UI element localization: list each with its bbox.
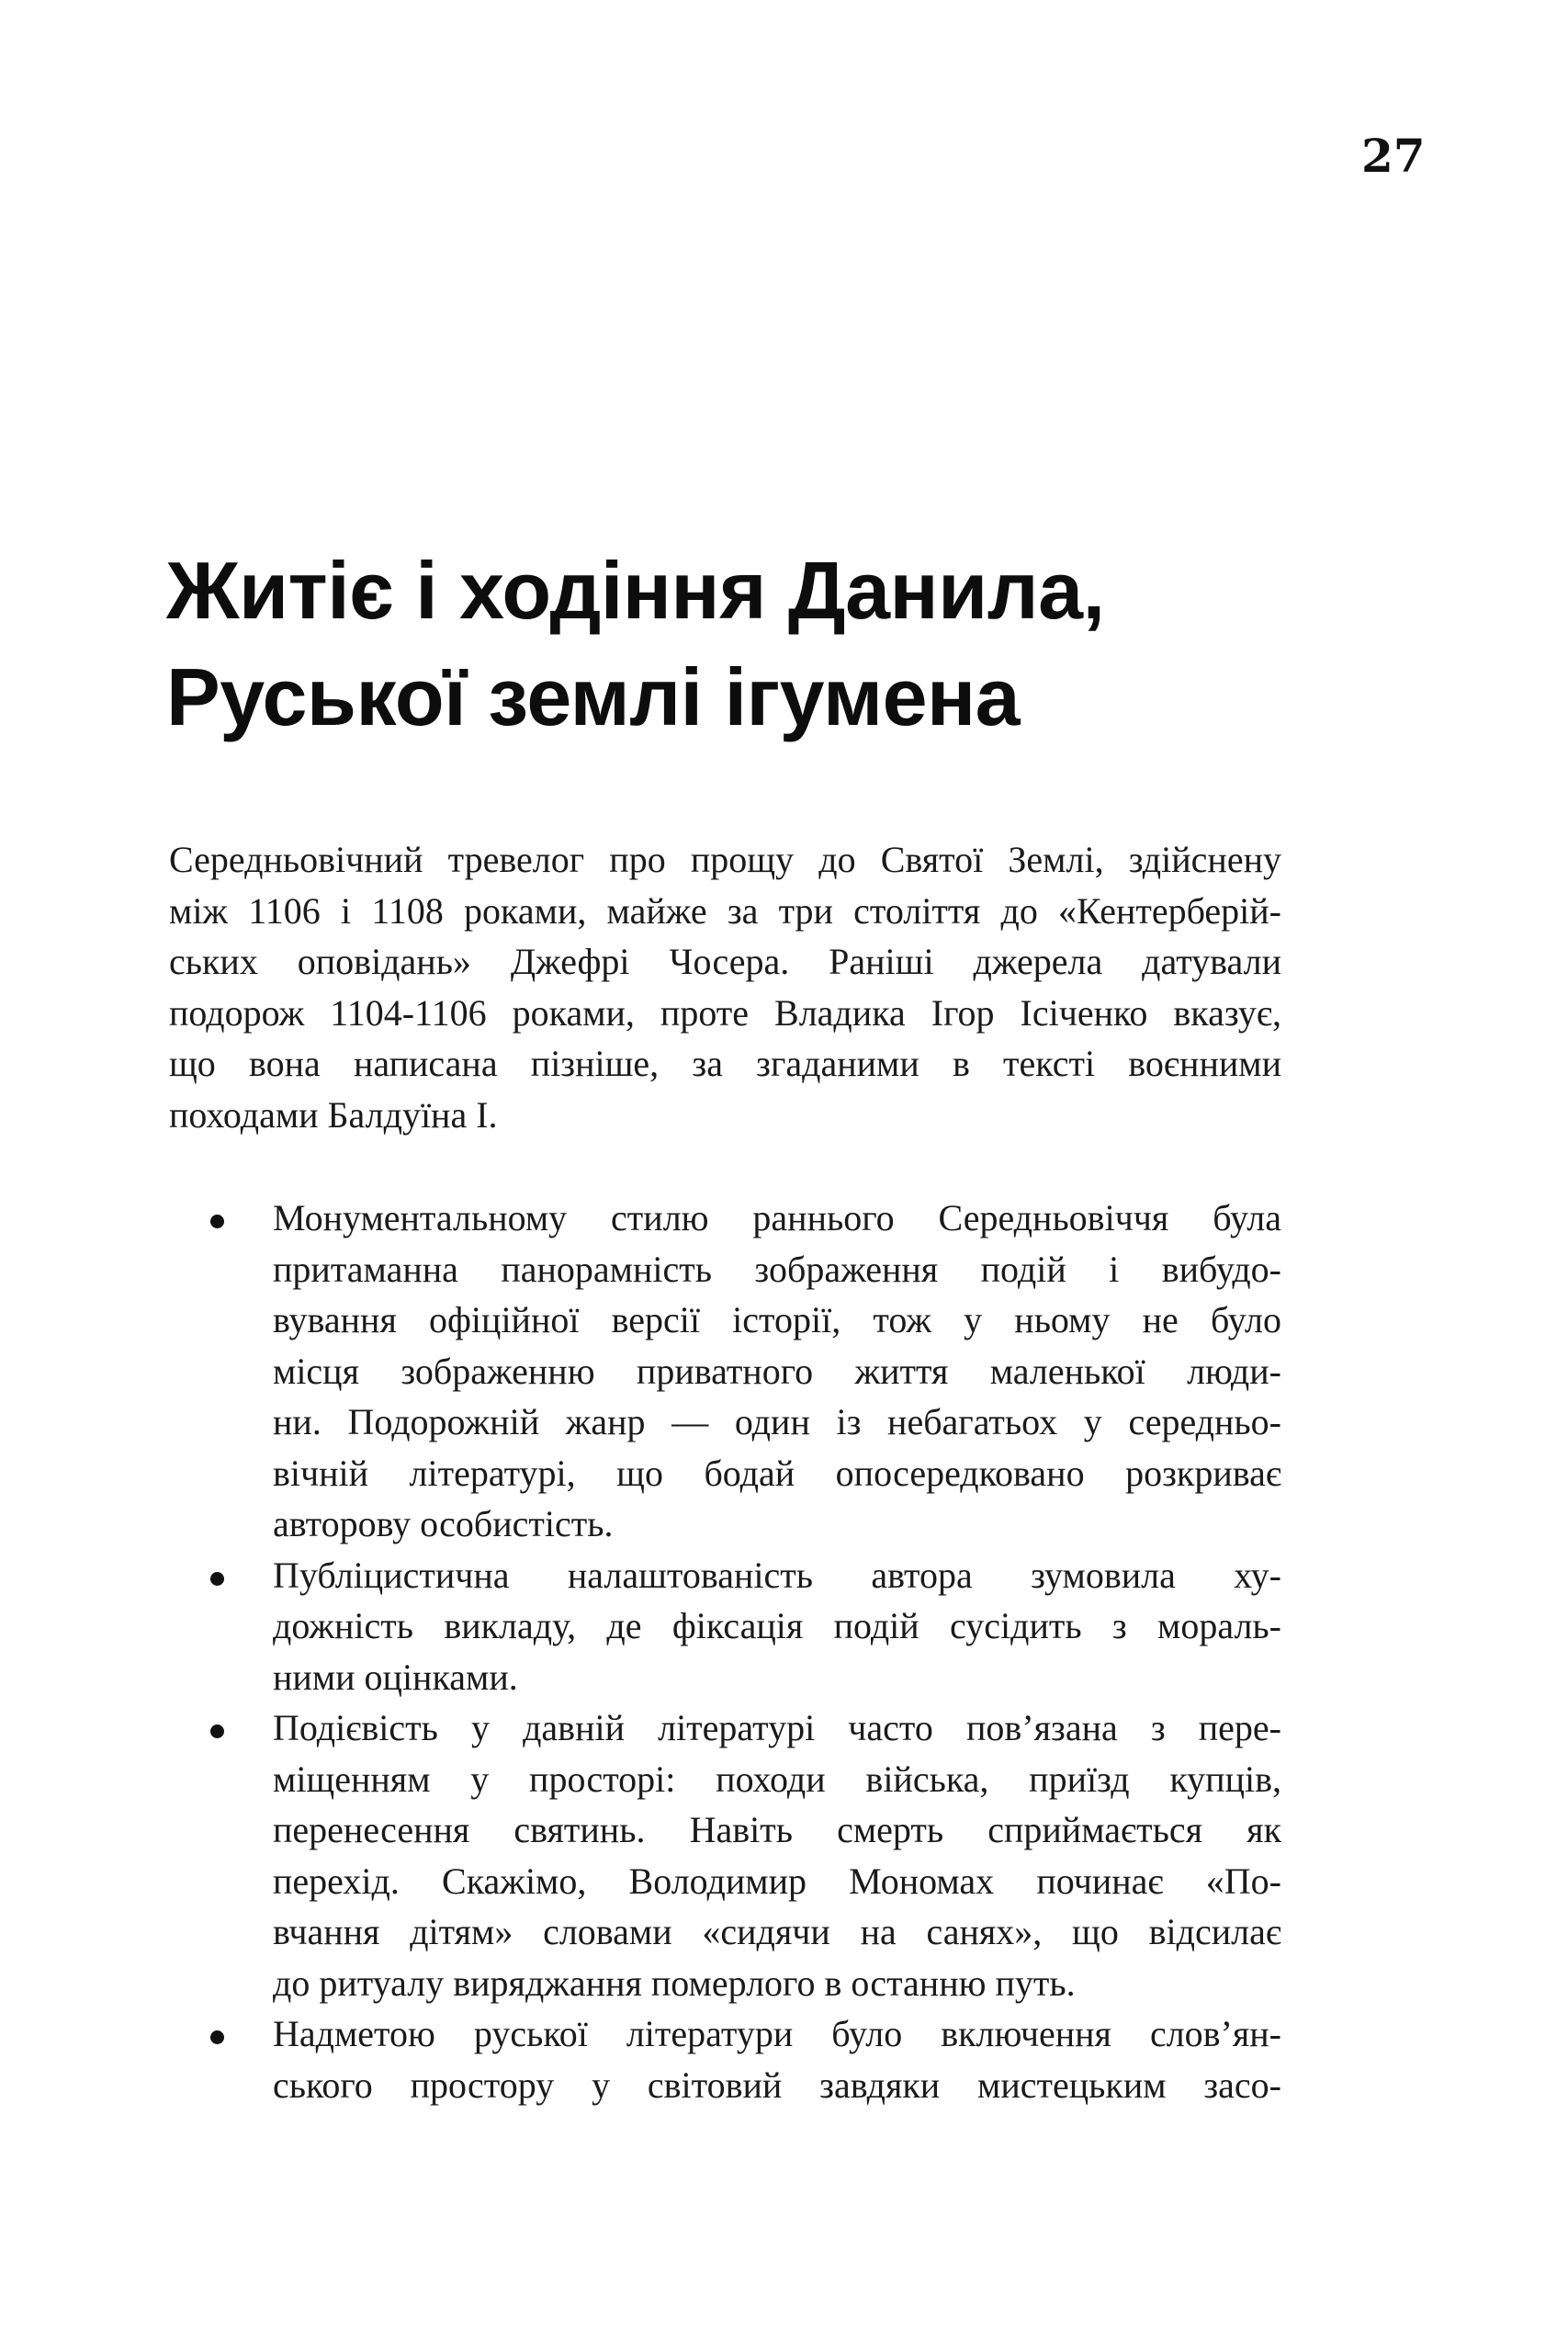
bullet-item bbox=[169, 1702, 1281, 2008]
text-line: Середньовічний тревелог про прощу до Святої Землі, здійснену bbox=[169, 839, 1281, 880]
text-line: авторову особистість. bbox=[273, 1503, 614, 1544]
text-line: Подієвість у давній літературі часто пов’язана з пере- bbox=[273, 1707, 1281, 1748]
text-line: Монументальному стилю раннього Середньовіччя була bbox=[273, 1197, 1281, 1238]
chapter-title-line: Житіє і ходіння Данила, bbox=[166, 545, 1105, 636]
bullet-list bbox=[169, 1193, 1281, 2110]
text-line: перехід. Скажімо, Володимир Мономах починає «По- bbox=[273, 1860, 1281, 1902]
bullet-dot-icon bbox=[210, 1215, 224, 1228]
text-line: ни. Подорожній жанр — один із небагатьох у середньо- bbox=[273, 1401, 1281, 1442]
text-line: ського простору у світовий завдяки мистецьким засо- bbox=[273, 2064, 1281, 2106]
bullet-dot-icon bbox=[210, 1572, 224, 1586]
text-line: ними оцінками. bbox=[273, 1656, 518, 1698]
text-line: до ритуалу виряджання померлого в останню путь. bbox=[273, 1962, 1076, 2004]
intro-paragraph bbox=[169, 834, 1281, 1140]
bullet-item bbox=[169, 2008, 1281, 2110]
bullet-item bbox=[169, 1193, 1281, 1550]
text-line: між 1106 і 1108 роками, майже за три століття до «Кентерберій- bbox=[169, 889, 1281, 932]
text-line: дожність викладу, де фіксація подій сусідить з мораль- bbox=[273, 1605, 1281, 1646]
chapter-title-line: Руської землі ігумена bbox=[166, 651, 1021, 742]
text-line: вічній літературі, що бодай опосередковано розкриває bbox=[273, 1452, 1281, 1494]
text-line: міщенням у просторі: походи війська, приїзд купців, bbox=[273, 1758, 1281, 1800]
text-line: Публіцистична налаштованість автора зумовила ху- bbox=[273, 1554, 1281, 1596]
text-line: вування офіційної версії історії, тож у ньому не було bbox=[273, 1299, 1281, 1340]
text-line: Надметою руської літератури було включення слов’ян- bbox=[273, 2013, 1281, 2054]
chapter-title bbox=[166, 537, 1406, 751]
text-line: що вона написана пізніше, за згаданими в тексті воєнними bbox=[169, 1043, 1281, 1084]
bullet-dot-icon bbox=[210, 2030, 224, 2044]
text-line: місця зображенню приватного життя маленької люди- bbox=[273, 1350, 1281, 1392]
text-line: походами Балдуїна І. bbox=[169, 1093, 498, 1136]
text-line: ських оповідань» Джефрі Чосера. Раніші джерела датували bbox=[169, 941, 1281, 982]
bullet-dot-icon bbox=[210, 1724, 224, 1738]
text-line: перенесення святинь. Навіть смерть сприймається як bbox=[273, 1809, 1281, 1850]
text-line: притаманна панорамність зображення подій і вибудо- bbox=[273, 1248, 1281, 1290]
text-line: подорож 1104-1106 роками, проте Владика Ігор Ісіченко вказує, bbox=[169, 991, 1281, 1034]
bullet-item bbox=[169, 1550, 1281, 1703]
text-line: вчання дітям» словами «сидячи на санях», що відсилає bbox=[273, 1911, 1281, 1952]
page-number: 27 bbox=[1361, 129, 1426, 183]
